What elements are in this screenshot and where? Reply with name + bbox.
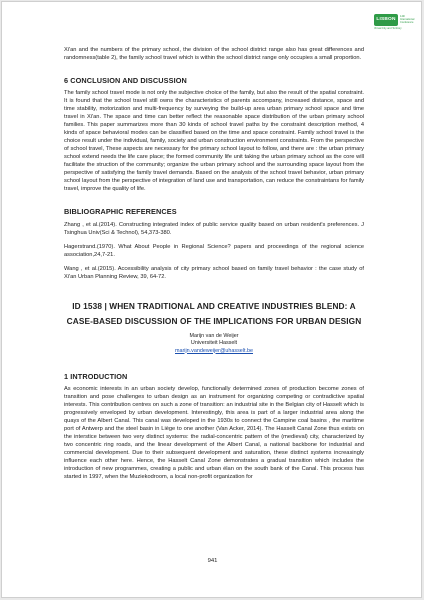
author-email-link[interactable]: marijn.vandeweijer@uhasselt.be [175,347,253,354]
reference-1: Zhang , et al.(2014). Constructing integrated index of public service quality based on urban resident's preferences. J Tsinghua Univ(Sci & Technol), 54,373-380. [64,222,364,236]
author-affiliation: Universiteit Hasselt [190,340,238,347]
reference-2: Hagerstrand.(1970). What About People in Regional Science? papers and proceedings of the regional science association,24,7-21. [64,244,364,258]
section-6-heading: 6 CONCLUSION AND DISCUSSION [64,76,187,85]
paper-page [1,1,422,598]
paper-title-line-2: CASE-BASED DISCUSSION OF THE IMPLICATIONS FOR URBAN DESIGN [66,315,362,326]
introduction-body: As economic interests in an urban society develop, functionally determined zones of production become zones of transition and pose challenges to urban design as an instrument for organizing competing or contradictive spatial interests. This contribution centres on such a zone of transition: an industrial site in the Belgian city of Hasselt which is progressively enveloped by urban development. Interestingly, this area is part of a larger industrial area along the quays of the Albert Canal. This canal was developed in the 1930s to connect the Campine coal basins , the maritime port of Antwerp and the steel basin in Liège to one another (Van Acker, 2014). The Hasselt Canal Zone thus exists on the interstice between two very distinct systems: the radial-concentric pattern of the (medieval) city, characterized by two concentric ring roads, and the linear development of the Albert Canal, a national backbone for industrial and commercial development. Due to their subsequent development and saturation, these distinct systems increasingly influence each other here. Hence, the Hasselt Canal Zone demonstrates a gradual transition which includes the introduction of new programmes, creating a public and urban élan on the south bank of the Canal. This process has started in 1997, when the Muziekodroom, a local non-profit organization for [64,385,364,480]
page-content [64,46,364,481]
paper-title-block [64,299,364,355]
logo-line-2: Virtual City and Territory [374,27,402,30]
introduction-heading: 1 INTRODUCTION [64,371,128,381]
author-name: Marijn van de Weijer [189,333,239,339]
page-number: 941 [207,558,218,564]
section-6-body: The family school travel mode is not only the subjective choice of the family, but also the result of the spatial constraint. It is found that the school travel still owns the characteristics of parents accompany, increased distance, space and time stability, motorization and multi-frequency by surveying the build-up area urban primary school space and time travel in Xi'an. The space and time can better reflect the reasonable space distribution of the urban primary school families. This paper summarizes more than 30 kinds of school travel paths by the constraint description method, 4 kinds of space behavioral modes can be classified based on the time and space constraint. Family school travel is the choice result under the individual, family, society and urban construction environment constraints. From the perspective of school travel, These aspects are necessary for the primary school layout to follow, and there are : the urban primary school extend needs the life care place; the formed community life unit taking the urban primary school as the core will facilitate the struction of the community; organize the urban primary school and the surrounding space layout from the perspective of satisfying the family travel demands. Based on the analysis of the school travel behavior, urban primary school layout from the perspective of integration of land use and transportation, can reduce the constraintans for family travel, improve the quality of life. [64,90,364,192]
logo-badge: LISBON [374,14,398,26]
logo-line-1: 14th International Conference [400,15,415,25]
author-email[interactable] [64,348,364,355]
intro-paragraph: Xi'an and the numbers of the primary school, the division of the school district range also has great differences and randomness(table 2), the family school travel which is within the school district range only occupies a small proportion. [64,47,364,61]
reference-3: Wang , et al.(2015). Accessibility analysis of city primary school based on family travel behavior : the case study of Xi'an Urban Planning Review, 39, 64-72. [64,266,364,280]
bibliography-heading: BIBLIOGRAPHIC REFERENCES [64,207,177,216]
conference-logo [374,14,416,36]
paper-title-line-1: ID 1538 | WHEN TRADITIONAL AND CREATIVE INDUSTRIES BLEND: A [72,301,356,311]
